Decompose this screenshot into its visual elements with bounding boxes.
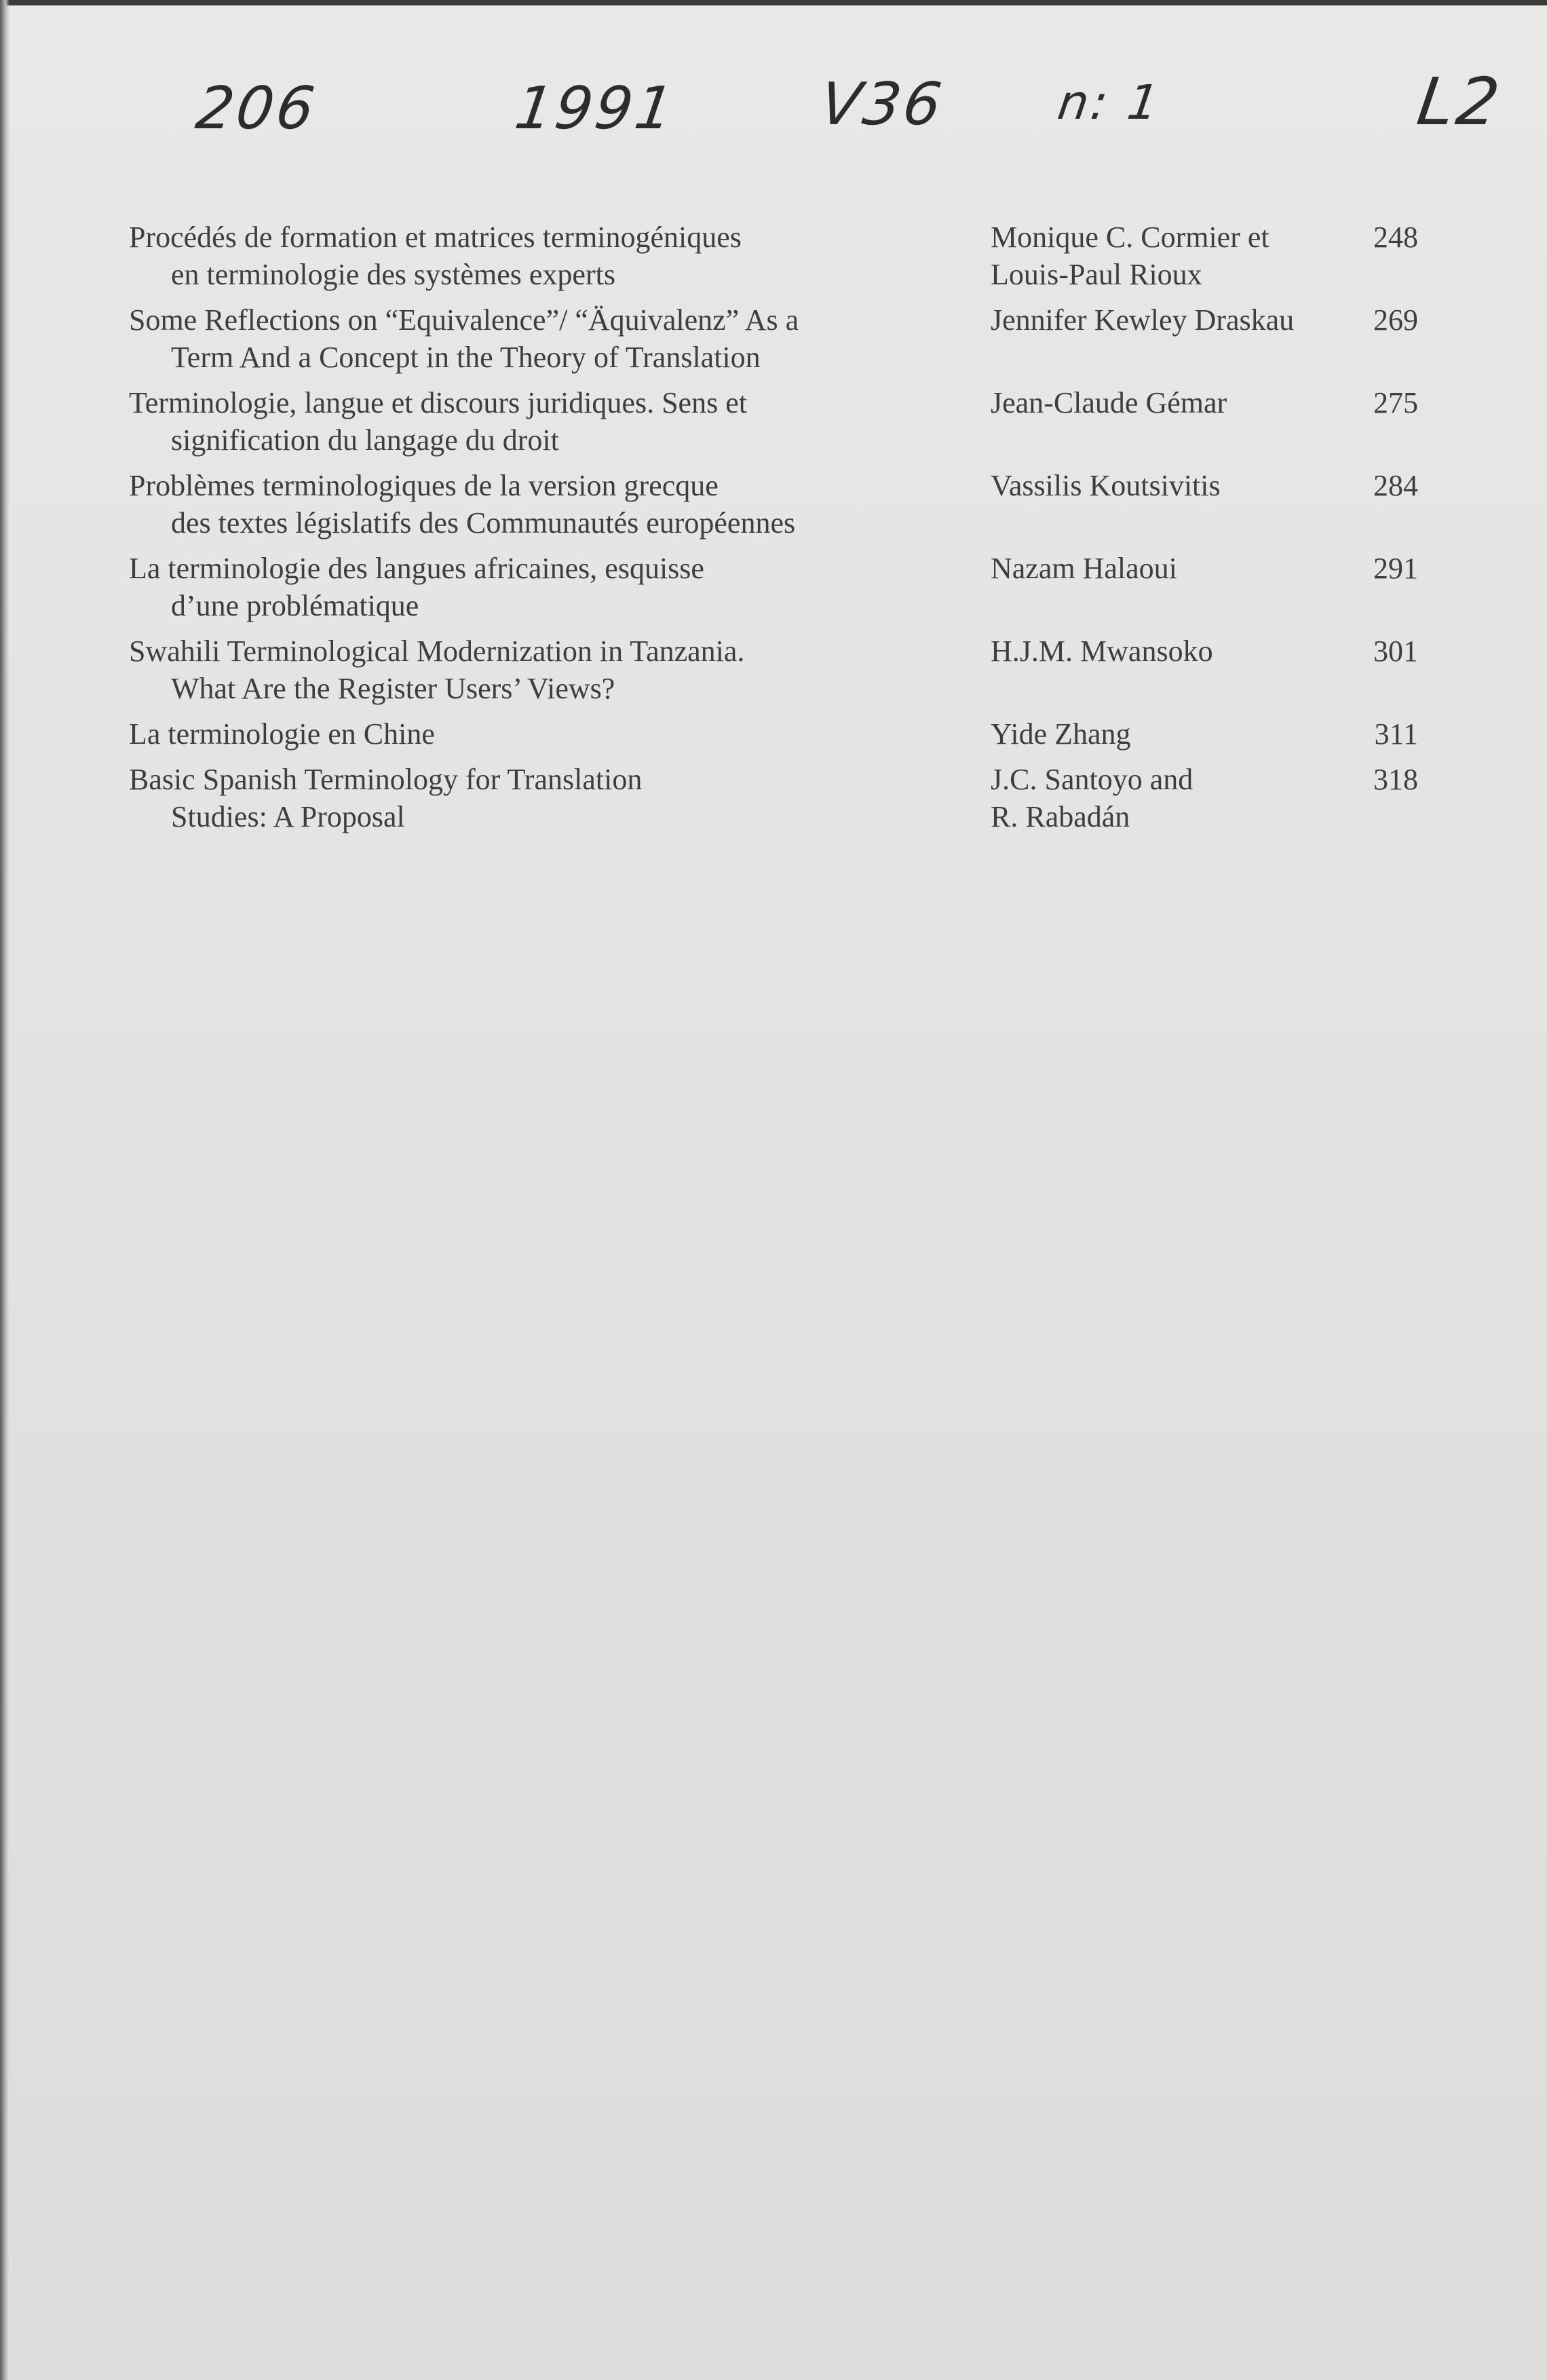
toc-entry-page: 291 xyxy=(1373,552,1418,585)
toc-entry-author: Monique C. Cormier et Louis-Paul Rioux xyxy=(991,221,1269,291)
table-of-contents xyxy=(129,219,1438,835)
toc-entry xyxy=(129,761,1438,835)
toc-entry-title: Terminologie, langue et discours juridiques. Sens et signification du langage du droit xyxy=(129,386,747,457)
toc-entry-author: Jennifer Kewley Draskau xyxy=(991,303,1295,337)
toc-entry-title: Problèmes terminologiques de la version grecque des textes législatifs des Communautés européennes xyxy=(129,469,796,540)
toc-entry-title: Procédés de formation et matrices terminogéniques en terminologie des systèmes experts xyxy=(129,221,742,291)
toc-entry-title: Some Reflections on “Equivalence”/ “Äquivalenz” As a Term And a Concept in the Theory of Translation xyxy=(129,303,799,374)
toc-entry-page: 301 xyxy=(1373,635,1418,668)
toc-entry xyxy=(129,301,1438,376)
toc-entry-title: La terminologie des langues africaines, esquisse d’une problématique xyxy=(129,552,704,622)
toc-entry-author: H.J.M. Mwansoko xyxy=(991,635,1213,668)
handwritten-volume: V36 xyxy=(816,71,949,138)
handwritten-code: L2 xyxy=(1413,64,1507,140)
toc-entry-page: 275 xyxy=(1373,386,1418,419)
handwritten-year: 1991 xyxy=(510,75,680,143)
toc-entry-author: Jean-Claude Gémar xyxy=(991,386,1227,419)
toc-entry xyxy=(129,715,1438,753)
left-edge-shadow xyxy=(0,0,9,2380)
handwritten-issue: n: 1 xyxy=(1054,75,1165,130)
toc-entry-page: 269 xyxy=(1373,303,1418,337)
toc-entry-page: 311 xyxy=(1374,717,1418,751)
toc-entry-author: Vassilis Koutsivitis xyxy=(991,469,1221,502)
toc-entry-author: J.C. Santoyo and R. Rabadán xyxy=(991,763,1193,833)
toc-entry xyxy=(129,219,1438,293)
toc-entry xyxy=(129,467,1438,542)
toc-entry-title: Basic Spanish Terminology for Translation Studies: A Proposal xyxy=(129,763,643,833)
handwritten-annotation xyxy=(0,48,1547,149)
toc-entry-page: 248 xyxy=(1373,221,1418,254)
top-edge-shadow xyxy=(0,0,1547,5)
toc-entry-title: La terminologie en Chine xyxy=(129,717,435,751)
toc-entry-page: 318 xyxy=(1373,763,1418,796)
toc-entry-title: Swahili Terminological Modernization in Tanzania. What Are the Register Users’ Views? xyxy=(129,635,745,705)
toc-entry-author: Yide Zhang xyxy=(991,717,1131,751)
toc-entry xyxy=(129,550,1438,624)
toc-entry xyxy=(129,632,1438,707)
toc-entry-author: Nazam Halaoui xyxy=(991,552,1177,585)
handwritten-number: 206 xyxy=(191,75,322,143)
toc-entry xyxy=(129,384,1438,459)
toc-entry-page: 284 xyxy=(1373,469,1418,502)
